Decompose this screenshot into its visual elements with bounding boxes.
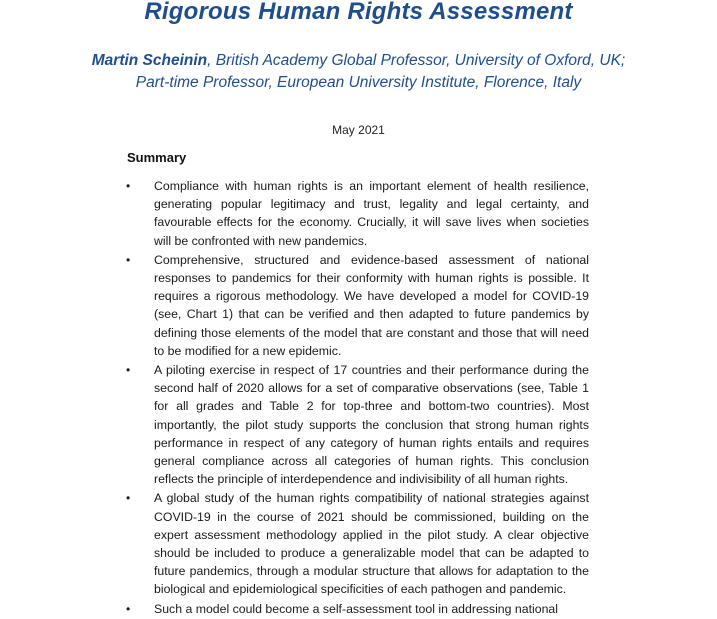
summary-bullet-list: [126, 177, 589, 619]
author-line-1: [0, 50, 717, 72]
list-item: [126, 600, 589, 618]
bullet-icon: •: [126, 179, 131, 193]
bullet-text: Such a model could become a self-assessment tool in addressing national: [154, 601, 558, 616]
summary-heading: Summary: [127, 150, 187, 165]
bullet-text: A piloting exercise in respect of 17 countries and their performance during the second half of 2020 allows for a set of comparative observations (see, Table 1 for all grades and Table 2 for top-three and bottom-two countries). Most importantly, the pilot study supports the conclusion that strong human rights performance in respect of any category of human rights entails and requires general compliance across all categories of human rights. This conclusion reflects the principle of interdependence and indivisibility of all human rights.: [154, 363, 589, 487]
author-affiliation-1: , British Academy Global Professor, University of Oxford, UK;: [207, 52, 626, 69]
list-item: [126, 177, 589, 250]
bullet-text: A global study of the human rights compatibility of national strategies against COVID-19 in the course of 2021 should be commissioned, building on the expert assessment methodology applied in the pilot study. A clear objective should be included to produce a generalizable model that can be adapted to future pandemics, through a modular structure that allows for adaptation to the biological and epidemiological specificities of each pathogen and pandemic.: [154, 491, 589, 597]
bullet-text: Comprehensive, structured and evidence-based assessment of national responses to pandemics for their conformity with human rights is possible. It requires a rigorous methodology. We have developed a model for COVID-19 (see, Chart 1) that can be verified and then adapted to future pandemics by defining those elements of the model that are constant and those that will need to be modified for a new epidemic.: [154, 252, 589, 358]
bullet-text: Compliance with human rights is an important element of health resilience, generating popular legitimacy and trust, legality and legal certainty, and favourable effects for the economy. Crucially, it will save lives when societies will be confronted with new pandemics.: [154, 179, 589, 248]
author-affiliation-2: Part-time Professor, European University Institute, Florence, Italy: [135, 74, 582, 91]
bullet-icon: •: [126, 363, 131, 378]
list-item: [126, 489, 589, 598]
list-item: [126, 361, 589, 488]
bullet-icon: •: [126, 491, 131, 506]
bullet-icon: •: [126, 601, 131, 616]
author-name: Martin Scheinin: [91, 52, 208, 69]
document-date: May 2021: [332, 123, 385, 137]
bullet-icon: •: [126, 252, 131, 267]
list-item: [126, 251, 589, 360]
document-title: Rigorous Human Rights Assessment: [144, 0, 573, 25]
author-block: [0, 50, 717, 94]
